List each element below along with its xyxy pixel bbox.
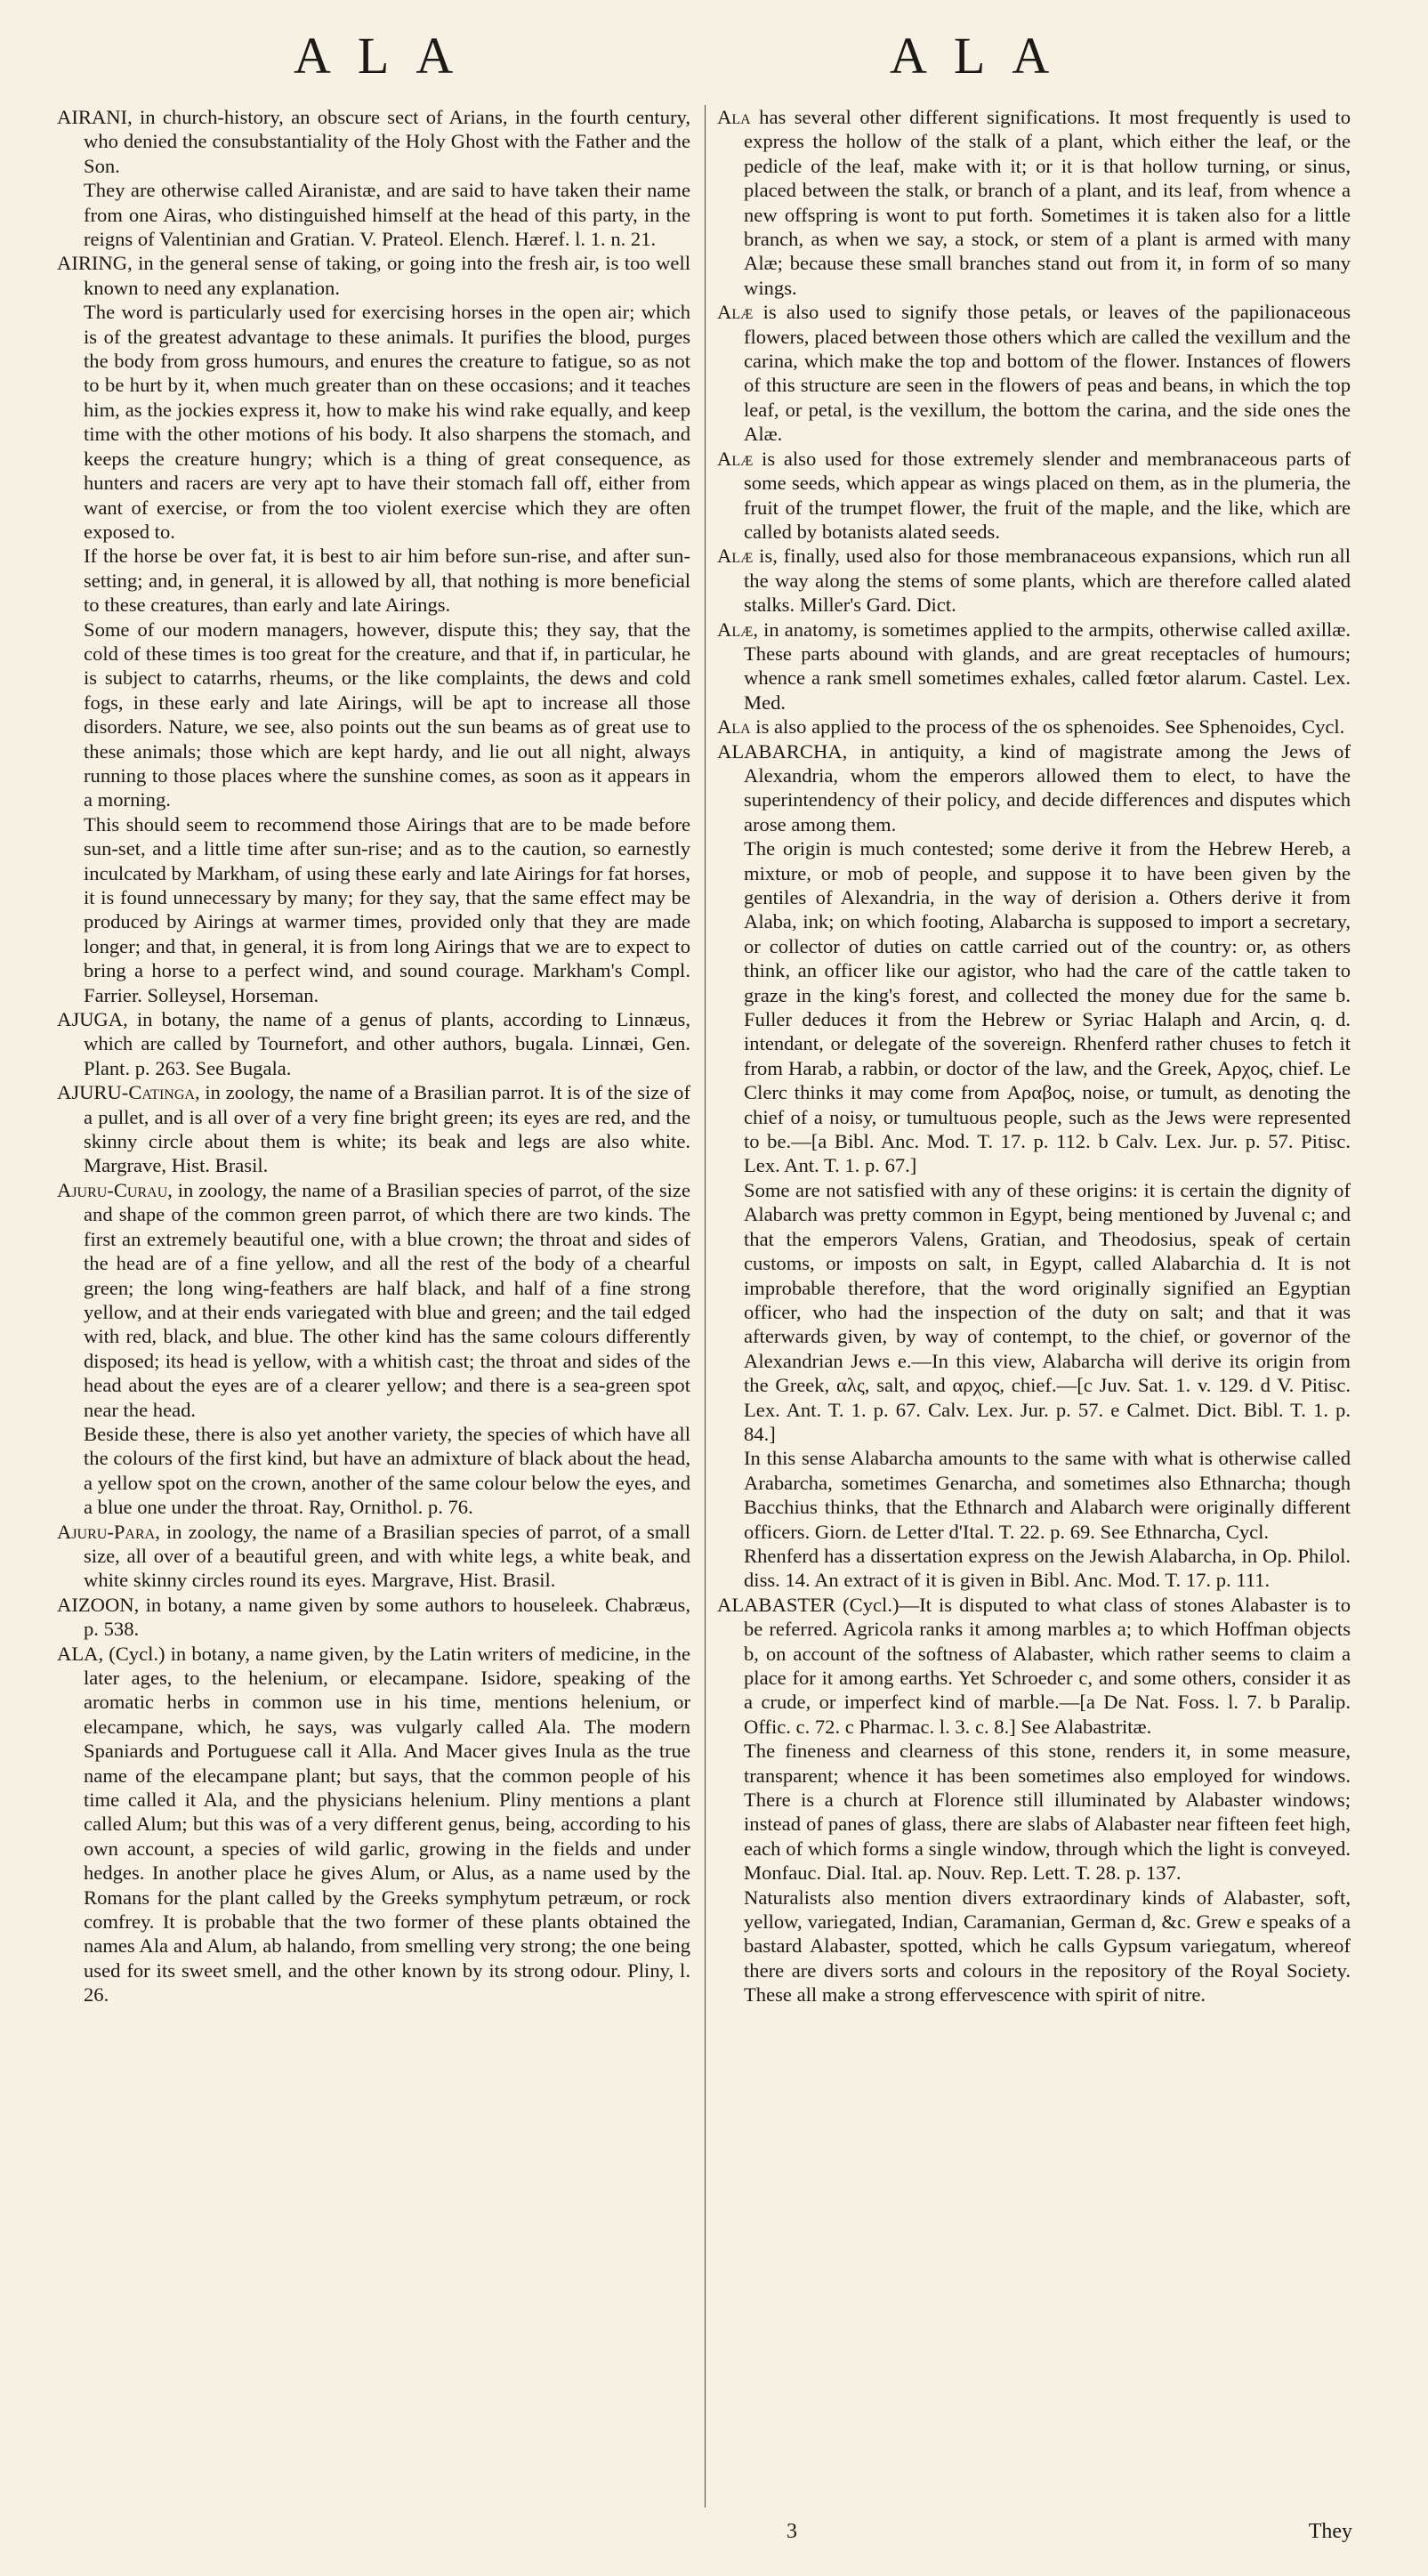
entry-headword: Alæ (717, 301, 754, 324)
entry-text: , in the general sense of taking, or going into the fresh air, is too well known to need any explanation. (84, 252, 690, 299)
entry-definition (57, 1642, 690, 2007)
entry-definition (57, 1080, 690, 1178)
entry-definition (717, 1593, 1351, 1739)
entry-headword: Alæ (717, 618, 754, 641)
entry-definition (717, 618, 1351, 715)
dictionary-entry (717, 105, 1351, 300)
entry-headword: Ala (717, 106, 751, 128)
entry-definition (57, 1593, 690, 1642)
entry-text: , (Cycl.) in botany, a name given, by the Latin writers of medicine, in the later ages, to the helenium, or elecampane. Isidore, speaking of the aromatic herbs in common use in his time, mentions helenium, or elecampane, which, he says, was vulgarly called Ala. The modern Spaniards and Portuguese call it Alla. And Macer gives Inula as the true name of the elecampane plant; but says, that the common people of his time called it Ala, and the physicians helenium. Pliny mentions a plant called Alum; but this was of a very different genus, being, according to his own account, a species of wild garlic, growing in the fields and under hedges. In another place he gives Alum, or Alus, as a name used by the Romans for the plant called by the Greeks symphytum petræum, or rock comfrey. It is probable that the two former of these plants obtained the names Ala and Alum, ab halando, from smelling very strong; the one being used for its sweet smell, and the other known by its strong odour. Pliny, l. 26. (84, 1642, 690, 2007)
entry-paragraph: This should seem to recommend those Airings that are to be made before sun-set, and a little time after sun-rise; and as to the caution, so earnestly inculcated by Markham, of using these early and late Airings for fat horses, it is found unnecessary by many; for they say, that the same effect may be produced by Airings at warmer times, provided only that they are made longer; and that, in general, it is from long Airings that we are to expect to bring a horse to a perfect wind, and sound courage. Markham's Compl. Farrier. Solleysel, Horseman. (84, 812, 690, 1006)
entry-headword: ALABASTER (717, 1593, 836, 1616)
entry-paragraph: The word is particularly used for exercising horses in the open air; which is of the greatest advantage to these animals. It purifies the blood, purges the body from gross humours, and enures the creature to fatigue, so as not to be hurt by it, when much greater than on these occasions; and it teaches him, as the jockies express it, how to make his wind rake equally, and keep time with the other motions of his body. It also sharpens the stomach, and keeps the creature hungry; which is a thing of great consequence, as hunters and racers are very apt to have their stomach fall off, either from want of exercise, or from the too violent exercise which they are often exposed to. (84, 301, 690, 543)
running-head-left: ALA (294, 27, 480, 85)
entry-headword: Ajuru-Para (57, 1520, 156, 1543)
entry-definition (717, 715, 1351, 739)
entry-text: , in zoology, the name of a Brasilian species of parrot, of the size and shape of the common green parrot, of which there are two kinds. The first an extremely beautiful one, with a blue crown; the throat and sides of the head are of a fine yellow, and all the rest of the body of a chearful green; the long wing-feathers are half black, and half of a fine strong yellow, and at their ends variegated with blue and green; and the tail edged with red, black, and blue. The other kind has the same colours differently disposed; its head is yellow, with a whitish cast; the throat and sides of the head about the eyes are of a clearer yellow; and there is a sea-green spot near the head. (84, 1178, 690, 1421)
entry-definition (717, 739, 1351, 837)
entry-paragraph: They are otherwise called Airanistæ, and are said to have taken their name from one Airas, who distinguished himself at the head of this party, in the reigns of Valentinian and Gratian. V. Prateol. Elench. Hæref. l. 1. n. 21. (84, 179, 690, 251)
entry-headword: ALA (57, 1642, 99, 1665)
entry-headword: AIRANI (57, 106, 128, 128)
entry-headword: Ala (717, 715, 751, 739)
dictionary-entry (57, 1178, 690, 1520)
dictionary-entry (57, 1080, 690, 1178)
entry-headword: ALABARCHA (717, 739, 843, 763)
dictionary-entry (717, 618, 1351, 715)
dictionary-entry (717, 300, 1351, 446)
dictionary-entry (57, 251, 690, 1007)
entry-headword: AJUGA (57, 1008, 124, 1031)
entry-headword: AJURU-Catinga (57, 1081, 195, 1104)
entry-text: has several other different significations. It most frequently is used to express the hollow of the stalk of a plant, which either the leaf, or the pedicle of the leaf, make with it; or it is that hollow turning, or sinus, placed between the stalk, or branch of a plant, and its leaf, from whence a new offspring is wont to put forth. Sometimes it is taken also for a little branch, as when we say, a stock, or stem of a plant is armed with many Alæ; because these small branches stand out from it, in form of so many wings. (744, 106, 1351, 299)
dictionary-entry (717, 1593, 1351, 2007)
entry-definition (717, 544, 1351, 617)
entry-definition (717, 300, 1351, 446)
right-column (717, 105, 1351, 2007)
entry-text: , in antiquity, a kind of magistrate among the Jews of Alexandria, whom the emperors allowed them to elect, to have the superintendency of their policy, and decide differences and disputes which arose among them. (744, 739, 1351, 836)
entry-headword: Alæ (717, 545, 754, 568)
entry-paragraph: The origin is much contested; some derive it from the Hebrew Hereb, a mixture, or mob of people, and suppose it to have been given by the gentiles of Alexandria, in the way of derision a. Others derive it from Alaba, ink; on which footing, Alabarcha is supposed to import a secretary, or collector of duties on cattle carried out of the country: or, as others think, an officer like our agistor, who had the care of the cattle taken to graze in the king's forest, and collected the money due for the same b. Fuller deduces it from the Hebrew or Syriac Halaph and Arcin, q. d. intendant, or delegate of the sovereign. Rhenferd rather chuses to fetch it from Harab, a rabbin, or doctor of the law, and the Greek, Αρχος, chief. Le Clerc thinks it may come from Αραβος, noise, or tumult, as denoting the chief of a noisy, or tumultuous people, such as the Jews were represented to be.—[a Bibl. Anc. Mod. T. 17. p. 112. b Calv. Lex. Jur. p. 57. Pitisc. Lex. Ant. T. 1. p. 67.] (744, 837, 1351, 1177)
entry-text: , in church-history, an obscure sect of Arians, in the fourth century, who denied the consubstantiality of the Holy Ghost with the Father and the Son. (84, 106, 690, 177)
entry-text: , in botany, a name given by some authors to houseleek. Chabræus, p. 538. (84, 1593, 690, 1641)
entry-headword: Ajuru-Curau (57, 1178, 168, 1201)
dictionary-entry (57, 1642, 690, 2007)
dictionary-entry (57, 1007, 690, 1080)
entry-paragraph: If the horse be over fat, it is best to air him before sun-rise, and after sun-setting; and, in general, it is allowed by all, that nothing is more beneficial to these creatures, than early and late Airings. (84, 545, 690, 617)
entry-text: is, finally, used also for those membranaceous expansions, which run all the way along the stems of some plants, which are therefore called alated stalks. Miller's Gard. Dict. (744, 545, 1351, 617)
entry-text: , in zoology, the name of a Brasilian species of parrot, of a small size, all over of a beautiful green, and with white legs, a white beak, and white skinny circles round its eyes. Margrave, Hist. Brasil. (84, 1520, 690, 1592)
entry-definition (57, 1007, 690, 1080)
entry-headword: AIZOON (57, 1593, 134, 1616)
running-head-right: ALA (890, 27, 1077, 85)
entry-paragraph: Naturalists also mention divers extraordinary kinds of Alabaster, soft, yellow, variegated, Indian, Caramanian, German d, &c. Grew e speaks of a bastard Alabaster, spotted, which he calls Gypsum variegatum, whereof there are divers sorts and colours in the repository of the Royal Society. These all make a strong effervescence with spirit of nitre. (744, 1886, 1351, 2007)
entry-definition (57, 105, 690, 178)
dictionary-entry (717, 739, 1351, 1593)
dictionary-entry (57, 105, 690, 251)
entry-definition (57, 1520, 690, 1593)
column-divider (705, 105, 706, 2507)
left-column (57, 105, 690, 2007)
entry-paragraph: Beside these, there is also yet another variety, the species of which have all the colours of the first kind, but have an admixture of black about the head, a yellow spot on the crown, another of the same colour below the eyes, and a blue one under the throat. Ray, Ornithol. p. 76. (84, 1422, 690, 1519)
entry-headword: Alæ (717, 447, 754, 470)
dictionary-entry (57, 1593, 690, 1642)
dictionary-entry (717, 544, 1351, 617)
entry-text: , in zoology, the name of a Brasilian parrot. It is of the size of a pullet, and is all over of a very fine bright green; its eyes are red, and the skinny circle about them is white; its beak and legs are also white. Margrave, Hist. Brasil. (84, 1081, 690, 1177)
entry-headword: AIRING (57, 252, 128, 275)
entry-text: (Cycl.)—It is disputed to what class of stones Alabaster is to be referred. Agricola ranks it among marbles a; to which Hoffman objects b, on account of the softness of Alabaster, which rather seems to claim a place for it among earths. Yet Schroeder c, and some others, consider it as a crude, or imperfect kind of marble.—[a De Nat. Foss. l. 7. b Paralip. Offic. c. 72. c Pharmac. l. 3. c. 8.] See Alabastritæ. (744, 1593, 1351, 1738)
entry-paragraph: Some are not satisfied with any of these origins: it is certain the dignity of Alabarch was pretty common in Egypt, being mentioned by Juvenal c; and that the emperors Valens, Gratian, and Theodosius, speak of certain customs, or imposts on salt, in Egypt, called Alabarchia d. It is not improbable therefore, that the word originally signified an Egyptian officer, who had the inspection of the duty on salt; and that it was afterwards given, by way of contempt, to the chief, or governor of the Alexandrian Jews e.—In this view, Alabarcha will derive its origin from the Greek, αλς, salt, and αρχος, chief.—[c Juv. Sat. 1. v. 129. d V. Pitisc. Lex. Ant. T. 1. p. 67. Calv. Lex. Jur. p. 57. e Calmet. Dict. Bibl. T. 1. p. 84.] (744, 1178, 1351, 1445)
entry-paragraph: The fineness and clearness of this stone, renders it, in some measure, transparent; whence it has been sometimes also employed for windows. There is a church at Florence still illuminated by Alabaster windows; instead of panes of glass, there are slabs of Alabaster near fifteen feet high, each of which forms a single window, through which the light is conveyed. Monfauc. Dial. Ital. ap. Nouv. Rep. Lett. T. 28. p. 137. (744, 1740, 1351, 1885)
entry-definition (57, 251, 690, 300)
entry-definition (717, 447, 1351, 545)
entry-paragraph: In this sense Alabarcha amounts to the same with what is otherwise called Arabarcha, sometimes Genarcha, and sometimes also Ethnarcha; though Bacchius thinks, that the Ethnarch and Alabarch were originally different officers. Giorn. de Letter d'Ital. T. 22. p. 69. See Ethnarcha, Cycl. (744, 1447, 1351, 1543)
entry-text: is also used for those extremely slender and membranaceous parts of some seeds, which appear as wings placed on them, as in the plumeria, the fruit of the trumpet flower, the fruit of the maple, and the like, which are called by botanists alated seeds. (744, 447, 1351, 543)
entry-text: is also used to signify those petals, or leaves of the papilionaceous flowers, placed between those others which are called the vexillum and the carina, which make the top and bottom of the flower. Instances of flowers of this structure are seen in the flowers of peas and beans, in which the top leaf, or petal, is the vexillum, the bottom the carina, and the side ones the Alæ. (744, 301, 1351, 446)
entry-paragraph: Some of our modern managers, however, dispute this; they say, that the cold of these times is too great for the creature, and that if, in particular, he is subject to catarrhs, rheums, or the like complaints, the dews and cold fogs, in these early and late Airings, will be apt to increase all those disorders. Nature, we see, also points out the sun beams as of great use to these animals; those which are kept hardy, and lie out all night, always running to those places where the sunshine comes, as soon as it appears in a morning. (84, 618, 690, 812)
catchword: They (1308, 2520, 1352, 2543)
dictionary-entry (717, 447, 1351, 545)
entry-definition (717, 105, 1351, 300)
entry-text: , in anatomy, is sometimes applied to the armpits, otherwise called axillæ. These parts abound with glands, and are great receptacles of humours; whence a rank smell sometimes exhales, called fœtor alarum. Castel. Lex. Med. (744, 618, 1351, 714)
page-number: 3 (787, 2520, 797, 2543)
dictionary-entry (717, 715, 1351, 739)
entry-text: , in botany, the name of a genus of plants, according to Linnæus, which are called by Tournefort, and other authors, bugala. Linnæi, Gen. Plant. p. 263. See Bugala. (84, 1008, 690, 1079)
dictionary-entry (57, 1520, 690, 1593)
entry-paragraph: Rhenferd has a dissertation express on the Jewish Alabarcha, in Op. Philol. diss. 14. An extract of it is given in Bibl. Anc. Mod. T. 17. p. 111. (744, 1544, 1351, 1592)
entry-definition (57, 1178, 690, 1422)
entry-text: is also applied to the process of the os sphenoides. See Sphenoides, Cycl. (750, 715, 1345, 739)
